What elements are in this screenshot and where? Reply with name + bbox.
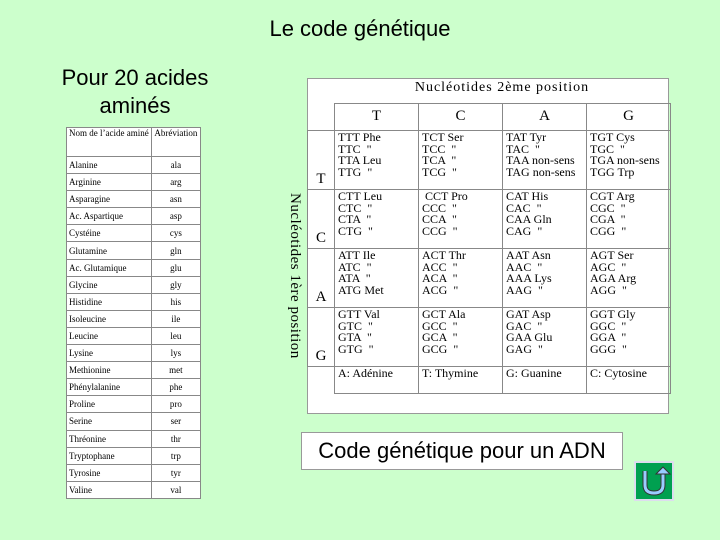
- codon-line: GGA ": [590, 330, 627, 344]
- amino-acid-row: [67, 276, 201, 293]
- amino-acid-table: [66, 127, 201, 499]
- codon-cell: [419, 249, 503, 308]
- codon-line: ACC ": [422, 259, 458, 274]
- codon-line: CTG ": [338, 223, 373, 238]
- amino-acid-abbr: his: [151, 293, 200, 310]
- amino-acid-name: Valine: [67, 481, 152, 498]
- legend-item: C: Cytosine: [587, 367, 671, 394]
- codon-line: CGG ": [590, 223, 627, 238]
- codon-line: TTG ": [338, 164, 373, 179]
- codon-line: TTT Phe: [338, 130, 381, 144]
- codon-line: CAG ": [506, 223, 543, 238]
- codon-line: TAC ": [506, 141, 540, 156]
- amino-acid-name: Cystéine: [67, 225, 152, 242]
- codon-line: GCG ": [422, 341, 459, 356]
- legend-item: A: Adénine: [335, 367, 419, 394]
- codon-line: ACT Thr: [422, 248, 466, 262]
- codon-line: CCA ": [422, 212, 457, 226]
- amino-acid-abbr: arg: [151, 174, 200, 191]
- amino-acid-name: Proline: [67, 396, 152, 413]
- legend-row: [308, 367, 671, 394]
- codon-line: CGC ": [590, 200, 626, 215]
- column-header: A: [503, 104, 587, 131]
- codon-line: AGT Ser: [590, 248, 634, 262]
- amino-acid-abbr: ser: [151, 413, 200, 430]
- amino-acid-abbr: ile: [151, 310, 200, 327]
- amino-acid-row: [67, 481, 201, 498]
- codon-line: ATC ": [338, 259, 372, 274]
- codon-cell: [335, 308, 419, 367]
- amino-acid-row: [67, 208, 201, 225]
- amino-acid-row: [67, 447, 201, 464]
- codon-line: GAT Asp: [506, 307, 551, 321]
- row-header: A: [308, 249, 335, 308]
- amino-acid-name: Leucine: [67, 327, 152, 344]
- amino-acid-abbr: asp: [151, 208, 200, 225]
- codon-line: GCT Ala: [422, 307, 466, 321]
- codon-row: [308, 190, 671, 249]
- codon-cell: [587, 308, 671, 367]
- amino-acid-row: [67, 379, 201, 396]
- codon-cell: [587, 131, 671, 190]
- codon-line: AGC ": [590, 259, 627, 274]
- codon-line: CAT His: [506, 189, 549, 203]
- amino-acid-abbr: met: [151, 362, 200, 379]
- codon-line: GAG ": [506, 341, 543, 356]
- codon-line: GGT Gly: [590, 307, 636, 321]
- amino-acid-row: [67, 242, 201, 259]
- amino-acid-table-header: [67, 128, 201, 157]
- first-position-label-container: [277, 193, 305, 359]
- codon-cell: [587, 249, 671, 308]
- amino-acid-abbr: glu: [151, 259, 200, 276]
- codon-line: CTA ": [338, 212, 372, 226]
- amino-acid-name: Arginine: [67, 174, 152, 191]
- legend-item: T: Thymine: [419, 367, 503, 394]
- codon-line: CGA ": [590, 212, 626, 226]
- codon-line: CTC ": [338, 200, 373, 215]
- codon-cell: [503, 190, 587, 249]
- amino-acid-abbr: ala: [151, 157, 200, 174]
- codon-line: TCT Ser: [422, 130, 464, 144]
- caption-box: Code génétique pour un ADN: [301, 432, 623, 470]
- codon-line: CGT Arg: [590, 189, 635, 203]
- page-subtitle: Pour 20 acides aminés: [61, 65, 209, 118]
- amino-acid-abbr: thr: [151, 430, 200, 447]
- amino-acid-abbr: pro: [151, 396, 200, 413]
- codon-row: [308, 308, 671, 367]
- row-header: G: [308, 308, 335, 367]
- codon-line: CAA Gln: [506, 212, 552, 226]
- codon-line: AAA Lys: [506, 271, 552, 285]
- codon-line: TCA ": [422, 153, 457, 167]
- amino-acid-name: Tyrosine: [67, 464, 152, 481]
- codon-line: TTC ": [338, 141, 372, 156]
- codon-line: GAC ": [506, 318, 543, 333]
- codon-line: GTG ": [338, 341, 374, 356]
- amino-acid-row: [67, 464, 201, 481]
- codon-row: [308, 131, 671, 190]
- codon-cell: [503, 308, 587, 367]
- column-header: T: [335, 104, 419, 131]
- codon-line: TCC ": [422, 141, 457, 156]
- amino-acid-abbr: gly: [151, 276, 200, 293]
- page-title: Le code génétique: [269, 16, 451, 41]
- codon-line: GTA ": [338, 330, 372, 344]
- codon-line: AAT Asn: [506, 248, 551, 262]
- amino-acid-row: [67, 345, 201, 362]
- amino-acid-name: Isoleucine: [67, 310, 152, 327]
- codon-line: GGC ": [590, 318, 627, 333]
- return-button[interactable]: [634, 461, 674, 501]
- codon-cell: [335, 190, 419, 249]
- amino-acid-name: Thréonine: [67, 430, 152, 447]
- amino-acid-row: [67, 191, 201, 208]
- codon-cell: [503, 131, 587, 190]
- amino-acid-name: Lysine: [67, 345, 152, 362]
- codon-cell: [419, 131, 503, 190]
- amino-acid-name: Histidine: [67, 293, 152, 310]
- codon-line: CTT Leu: [338, 189, 383, 203]
- codon-line: AAC ": [506, 259, 543, 274]
- amino-acid-abbr: tyr: [151, 464, 200, 481]
- row-header: C: [308, 190, 335, 249]
- codon-line: ACG ": [422, 282, 459, 297]
- codon-line: AGA Arg: [590, 271, 637, 285]
- legend-blank: [308, 367, 335, 394]
- amino-acid-row: [67, 293, 201, 310]
- codon-line: ATA ": [338, 271, 371, 285]
- amino-acid-abbr: asn: [151, 191, 200, 208]
- codon-line: CCC ": [422, 200, 457, 215]
- codon-line: CCT Pro: [422, 189, 468, 203]
- amino-acid-row: [67, 413, 201, 430]
- amino-acid-abbr: val: [151, 481, 200, 498]
- amino-acid-abbr: leu: [151, 327, 200, 344]
- codon-line: ATG Met: [338, 282, 384, 297]
- amino-acid-row: [67, 396, 201, 413]
- amino-acid-name: Serine: [67, 413, 152, 430]
- codon-line: TGG Trp: [590, 164, 635, 179]
- codon-cell: [587, 190, 671, 249]
- codon-line: GGG ": [590, 341, 627, 356]
- amino-acid-name: Asparagine: [67, 191, 152, 208]
- amino-acid-row: [67, 174, 201, 191]
- amino-acid-abbr: cys: [151, 225, 200, 242]
- amino-acid-row: [67, 362, 201, 379]
- amino-acid-name: Methionine: [67, 362, 152, 379]
- amino-acid-row: [67, 310, 201, 327]
- codon-line: AAG ": [506, 282, 543, 297]
- codon-line: TAA non-sens: [506, 153, 575, 167]
- codon-line: CCG ": [422, 223, 458, 238]
- amino-acid-name: Alanine: [67, 157, 152, 174]
- amino-acid-name: Glutamine: [67, 242, 152, 259]
- corner-cell: [308, 104, 335, 131]
- genetic-code-table: [307, 103, 671, 394]
- amino-acid-abbr: trp: [151, 447, 200, 464]
- amino-acid-row: [67, 259, 201, 276]
- header-abbr: Abréviation: [151, 128, 200, 157]
- codon-line: TAT Tyr: [506, 130, 547, 144]
- row-header: T: [308, 131, 335, 190]
- codon-row: [308, 249, 671, 308]
- codon-line: GTT Val: [338, 307, 380, 321]
- amino-acid-name: Tryptophane: [67, 447, 152, 464]
- codon-line: CAC ": [506, 200, 542, 215]
- codon-line: TAG non-sens: [506, 164, 576, 179]
- amino-acid-row: [67, 225, 201, 242]
- codon-cell: [335, 131, 419, 190]
- amino-acid-row: [67, 430, 201, 447]
- column-header: C: [419, 104, 503, 131]
- codon-line: AGG ": [590, 282, 627, 297]
- amino-acid-abbr: lys: [151, 345, 200, 362]
- codon-line: ATT Ile: [338, 248, 376, 262]
- amino-acid-name: Ac. Aspartique: [67, 208, 152, 225]
- column-header: G: [587, 104, 671, 131]
- column-header-row: [308, 104, 671, 131]
- codon-cell: [419, 308, 503, 367]
- codon-line: TGC ": [590, 141, 625, 156]
- amino-acid-name: Ac. Glutamique: [67, 259, 152, 276]
- codon-line: GAA Glu: [506, 330, 553, 344]
- second-position-label: Nucléotides 2ème position: [414, 80, 590, 95]
- first-position-label: Nucléotides 1ère position: [287, 193, 303, 359]
- amino-acid-row: [67, 327, 201, 344]
- legend-item: G: Guanine: [503, 367, 587, 394]
- codon-line: GCA ": [422, 330, 458, 344]
- codon-line: TTA Leu: [338, 153, 382, 167]
- amino-acid-abbr: gln: [151, 242, 200, 259]
- codon-line: TCG ": [422, 164, 457, 179]
- codon-cell: [503, 249, 587, 308]
- amino-acid-name: Phénylalanine: [67, 379, 152, 396]
- u-turn-return-icon: [636, 463, 672, 499]
- amino-acid-row: [67, 157, 201, 174]
- amino-acid-abbr: phe: [151, 379, 200, 396]
- codon-cell: [335, 249, 419, 308]
- codon-line: ACA ": [422, 271, 458, 285]
- codon-line: TGT Cys: [590, 130, 635, 144]
- codon-line: GCC ": [422, 318, 458, 333]
- header-name: Nom de l’acide aminé: [67, 128, 152, 157]
- codon-line: GTC ": [338, 318, 373, 333]
- codon-cell: [419, 190, 503, 249]
- amino-acid-name: Glycine: [67, 276, 152, 293]
- codon-line: TGA non-sens: [590, 153, 660, 167]
